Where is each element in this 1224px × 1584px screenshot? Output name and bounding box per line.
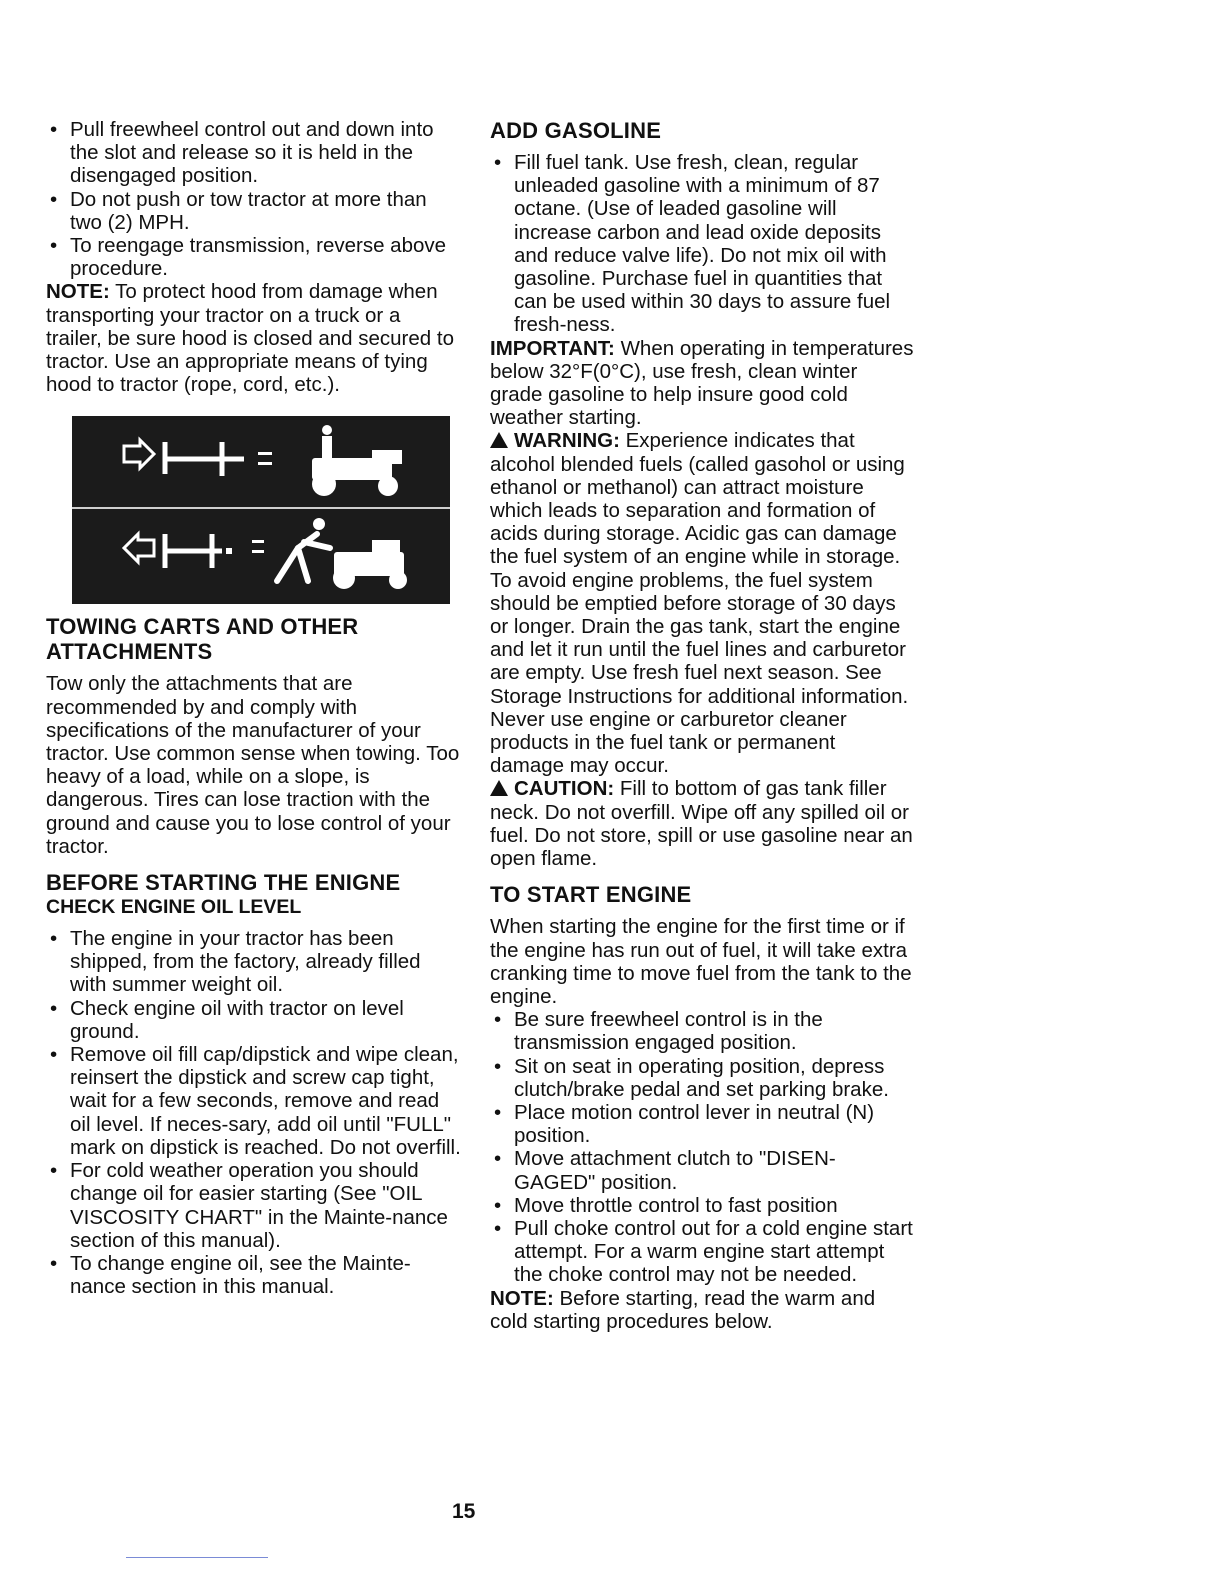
note-label: NOTE: bbox=[490, 1286, 554, 1310]
list-item: • To reengage transmission, reverse above procedure. bbox=[46, 234, 461, 280]
list-item: • Pull choke control out for a cold engine start attempt. For a warm engine start attempt the choke control may not be needed. bbox=[490, 1217, 915, 1287]
gasoline-bullet-list bbox=[490, 151, 915, 337]
warning-paragraph bbox=[490, 429, 915, 777]
footer-rule bbox=[126, 1557, 268, 1558]
important-text: When operating in temperatures below 32°F(0°C), use fresh, clean winter grade gasoline to help insure good cold weather starting. bbox=[490, 336, 914, 430]
list-item: • For cold weather operation you should change oil for easier starting (See "OIL VISCOSITY CHART" in the Mainte-nance section of this manual). bbox=[46, 1159, 461, 1252]
list-item: • Pull freewheel control out and down into the slot and release so it is held in the disengaged position. bbox=[46, 118, 461, 188]
caution-triangle-icon bbox=[490, 780, 508, 796]
check-oil-subheading: CHECK ENGINE OIL LEVEL bbox=[46, 896, 302, 919]
list-item: • Move throttle control to fast position bbox=[490, 1194, 915, 1217]
list-item: • Check engine oil with tractor on level ground. bbox=[46, 997, 461, 1043]
list-item: • Do not push or tow tractor at more than two (2) MPH. bbox=[46, 188, 461, 234]
oil-bullet-list bbox=[46, 927, 461, 1298]
warning-triangle-icon bbox=[490, 432, 508, 448]
add-gasoline-heading: ADD GASOLINE bbox=[490, 118, 662, 143]
list-item: • To change engine oil, see the Mainte-nance section in this manual. bbox=[46, 1252, 461, 1298]
page-number: 15 bbox=[452, 1500, 476, 1523]
list-item: • Be sure freewheel control is in the transmission engaged position. bbox=[490, 1008, 915, 1054]
start-engine-heading: TO START ENGINE bbox=[490, 882, 692, 908]
list-item: • Fill fuel tank. Use fresh, clean, regular unleaded gasoline with a minimum of 87 octane. (Use of leaded gasoline will increase carbon and lead oxide deposits and reduce valve life). Do not mix oil with gasoline. Purchase fuel in quantities that can be used within 30 days to assure fuel fresh-ness. bbox=[490, 151, 915, 337]
important-paragraph bbox=[490, 337, 915, 430]
list-item: • Place motion control lever in neutral (N) position. bbox=[490, 1101, 915, 1147]
before-starting-heading: BEFORE STARTING THE ENIGNE bbox=[46, 870, 401, 896]
caution-label: CAUTION: bbox=[514, 777, 615, 801]
towing-paragraph: Tow only the attachments that are recommended by and comply with specifications of the manufacturer of your tractor. Use common sense when towing. Too heavy of a load, while on a slope, is dangerous. Tires can lose traction with the ground and cause you to lose control of your tractor. bbox=[46, 672, 460, 858]
list-item: • The engine in your tractor has been shipped, from the factory, already filled with summer weight oil. bbox=[46, 927, 461, 997]
start-bullet-list bbox=[490, 1008, 915, 1286]
note-label: NOTE: bbox=[46, 280, 110, 304]
left-column bbox=[46, 118, 461, 1298]
note-text: To protect hood from damage when transporting your tractor on a truck or a trailer, be sure hood is closed and secured to tractor. Use an appropriate means of tying hood to tractor (rope, cord, etc.). bbox=[46, 280, 454, 397]
important-label: IMPORTANT: bbox=[490, 336, 615, 360]
list-item: • Remove oil fill cap/dipstick and wipe clean, reinsert the dipstick and screw cap tight, wait for a few seconds, remove and read oil level. If neces-sary, add oil until "FULL" mark on dipstick is reached. Do not overfill. bbox=[46, 1043, 461, 1159]
freewheel-bullet-list bbox=[46, 118, 461, 280]
starting-note bbox=[490, 1287, 915, 1333]
note-text: Before starting, read the warm and cold starting procedures below. bbox=[490, 1286, 876, 1333]
caution-text: Fill to bottom of gas tank filler neck. Do not overfill. Wipe off any spilled oil or fuel. Do not store, spill or use gasoline near an open flame. bbox=[490, 777, 913, 871]
towing-heading: TOWING CARTS AND OTHER ATTACHMENTS bbox=[46, 614, 359, 665]
freewheel-diagram bbox=[72, 416, 450, 604]
warning-label: WARNING: bbox=[514, 429, 620, 453]
list-item: • Sit on seat in operating position, depress clutch/brake pedal and set parking brake. bbox=[490, 1055, 915, 1101]
warning-text: Experience indicates that alcohol blended fuels (called gasohol or using ethanol or methanol) can attract moisture which leads to separation and formation of acids during storage. Acidic gas can damage the fuel system of an engine while in storage. To avoid engine problems, the fuel system should be emptied before storage of 30 days or longer. Drain the gas tank, start the engine and let it run until the fuel lines and carburetor are empty. Use fresh fuel next season. See Storage Instructions for additional information. Never use engine or carburetor cleaner products in the fuel tank or permanent damage may occur. bbox=[490, 429, 909, 778]
hood-note bbox=[46, 280, 461, 396]
caution-paragraph bbox=[490, 777, 915, 870]
right-column bbox=[490, 118, 915, 1333]
start-engine-paragraph: When starting the engine for the first time or if the engine has run out of fuel, it will take extra cranking time to move fuel from the tank to the engine. bbox=[490, 915, 912, 1008]
freewheel-pictogram bbox=[72, 416, 450, 604]
list-item: • Move attachment clutch to "DISEN-GAGED" position. bbox=[490, 1147, 915, 1193]
